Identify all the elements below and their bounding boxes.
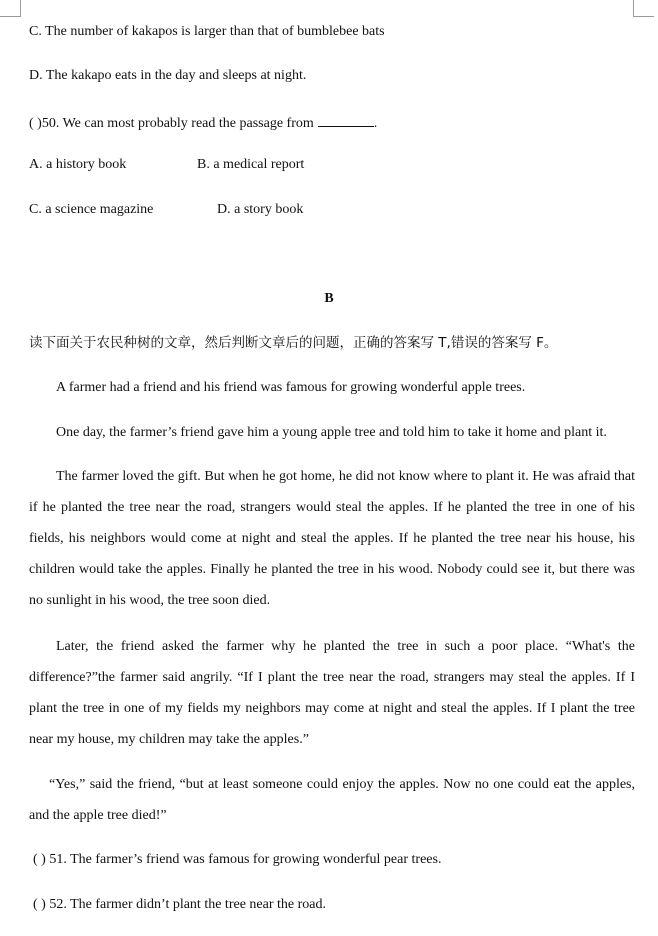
question-50-text: ( )50. We can most probably read the passage from bbox=[29, 116, 314, 131]
q50-options-row-1 bbox=[29, 156, 429, 174]
option-d-q49: D. The kakapo eats in the day and sleeps at night. bbox=[29, 68, 307, 83]
question-50-end: . bbox=[373, 116, 378, 131]
question-51: ( ) 51. The farmer’s friend was famous for growing wonderful pear trees. bbox=[33, 852, 442, 867]
answer-blank bbox=[318, 112, 374, 127]
q50-option-d: D. a story book bbox=[217, 202, 304, 217]
paragraph-2: One day, the farmer’s friend gave him a young apple tree and told him to take it home and plant it. bbox=[56, 425, 607, 440]
page-corner-mark-right bbox=[633, 0, 654, 17]
section-b-title: B bbox=[324, 291, 334, 306]
q50-option-c: C. a science magazine bbox=[29, 202, 154, 217]
paragraph-5: “Yes,” said the friend, “but at least someone could enjoy the apples. Now no one could eat the apples, and the apple tree died!” bbox=[29, 777, 635, 823]
q50-option-b: B. a medical report bbox=[197, 157, 305, 172]
question-50 bbox=[29, 112, 377, 133]
page-corner-mark-left bbox=[0, 0, 21, 17]
q50-options-row-2 bbox=[29, 201, 429, 219]
question-52: ( ) 52. The farmer didn’t plant the tree near the road. bbox=[33, 897, 326, 912]
q50-option-a: A. a history book bbox=[29, 157, 127, 172]
paragraph-3: The farmer loved the gift. But when he got home, he did not know where to plant it. He was afraid that if he planted the tree near the road, strangers would steal the apples. If he planted the tree in one of his fields, his neighbors would come at night and steal the apples. If he planted the tree near his house, his children would take the apples. Finally he planted the tree in his wood. Nobody could see it, but there was no sunlight in his wood, the tree soon died. bbox=[29, 469, 635, 608]
section-b-instruction: 读下面关于农民种树的文章，然后判断文章后的问题，正确的答案写 T,错误的答案写 F。 bbox=[29, 335, 558, 351]
paragraph-4: Later, the friend asked the farmer why he planted the tree in such a poor place. “What's the difference?”the farmer said angrily. “If I plant the tree near the road, strangers may steal the apples. If I plant the tree in one of my fields my neighbors may come at night and steal the apples. If I plant the tree near my house, my children may take the apples.” bbox=[29, 639, 635, 747]
option-c-q49: C. The number of kakapos is larger than that of bumblebee bats bbox=[29, 24, 385, 39]
paragraph-1: A farmer had a friend and his friend was famous for growing wonderful apple trees. bbox=[56, 380, 526, 395]
